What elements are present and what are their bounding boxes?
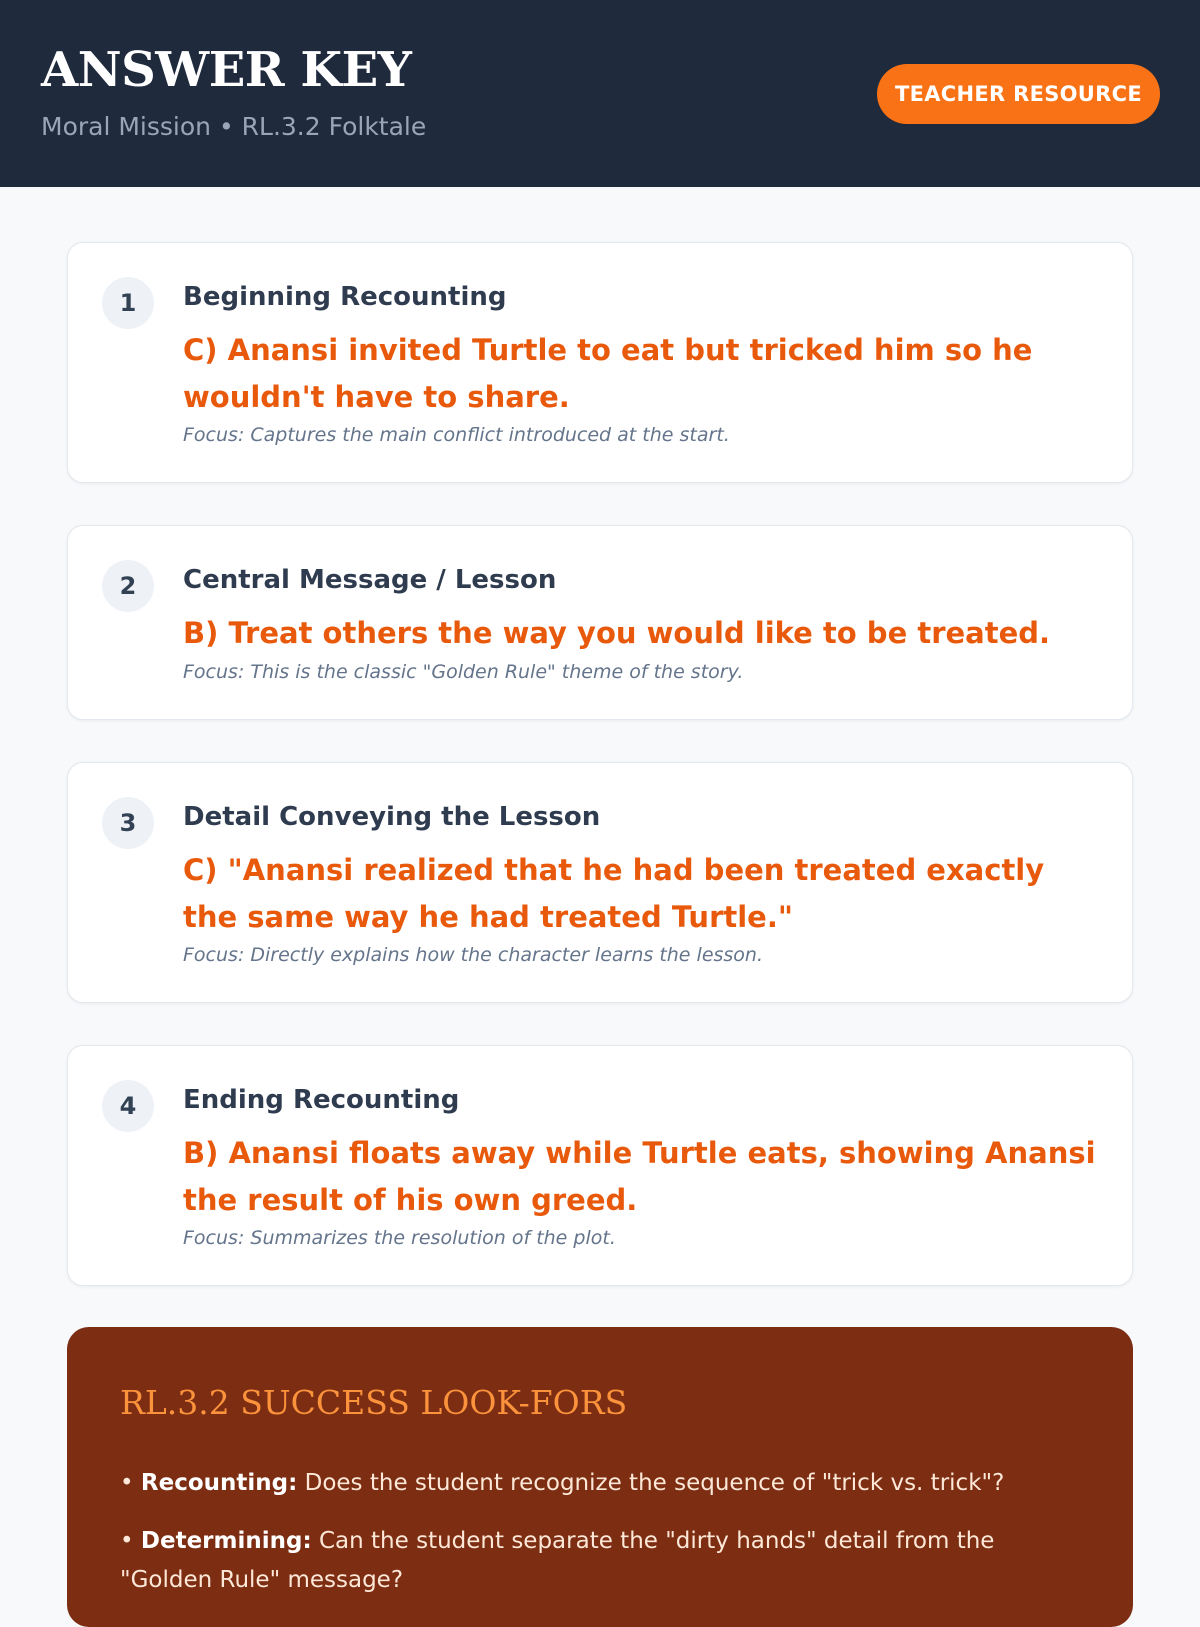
page-subtitle: Moral Mission • RL.3.2 Folktale <box>41 112 427 141</box>
correct-answer: B) Treat others the way you would like to be treated. <box>183 616 1051 650</box>
question-number-badge: 3 <box>102 797 154 849</box>
answer-card-2 <box>67 525 1133 720</box>
lookfor-item-recounting <box>120 1464 1060 1503</box>
question-title: Detail Conveying the Lesson <box>183 802 601 832</box>
lookfor-label: Determining: <box>140 1528 312 1554</box>
lookfor-bullet: • <box>120 1470 134 1496</box>
answer-card-1 <box>67 242 1133 483</box>
answer-focus-note: Focus: Summarizes the resolution of the plot. <box>183 1227 616 1249</box>
lookfor-text: Can the student separate the "dirty hands" detail from the "Golden Rule" message? <box>120 1528 995 1593</box>
lookfor-label: Recounting: <box>140 1470 298 1496</box>
answer-card-4 <box>67 1045 1133 1286</box>
question-title: Beginning Recounting <box>183 282 507 312</box>
success-lookfors-panel <box>67 1327 1133 1627</box>
question-title: Central Message / Lesson <box>183 565 557 595</box>
correct-answer: B) Anansi floats away while Turtle eats, showing Anansi the result of his own greed. <box>183 1136 1096 1217</box>
question-title: Ending Recounting <box>183 1085 460 1115</box>
lookfor-item-determining <box>120 1522 1060 1600</box>
correct-answer: C) "Anansi realized that he had been treated exactly the same way he had treated Turtle." <box>183 853 1045 934</box>
question-number-badge: 2 <box>102 560 154 612</box>
teacher-resource-badge: TEACHER RESOURCE <box>877 64 1160 124</box>
lookfor-bullet: • <box>120 1528 134 1554</box>
question-number-badge: 4 <box>102 1080 154 1132</box>
lookfor-text: Does the student recognize the sequence of "trick vs. trick"? <box>304 1470 1005 1496</box>
lookfors-title: RL.3.2 SUCCESS LOOK-FORS <box>120 1383 628 1422</box>
answer-focus-note: Focus: Captures the main conflict introduced at the start. <box>183 424 730 446</box>
page-header <box>0 0 1200 187</box>
correct-answer: C) Anansi invited Turtle to eat but tricked him so he wouldn't have to share. <box>183 333 1033 414</box>
question-number-badge: 1 <box>102 277 154 329</box>
answer-focus-note: Focus: Directly explains how the character learns the lesson. <box>183 944 764 966</box>
page-title: ANSWER KEY <box>41 42 412 98</box>
answer-focus-note: Focus: This is the classic "Golden Rule" theme of the story. <box>183 661 744 683</box>
answer-card-3 <box>67 762 1133 1003</box>
